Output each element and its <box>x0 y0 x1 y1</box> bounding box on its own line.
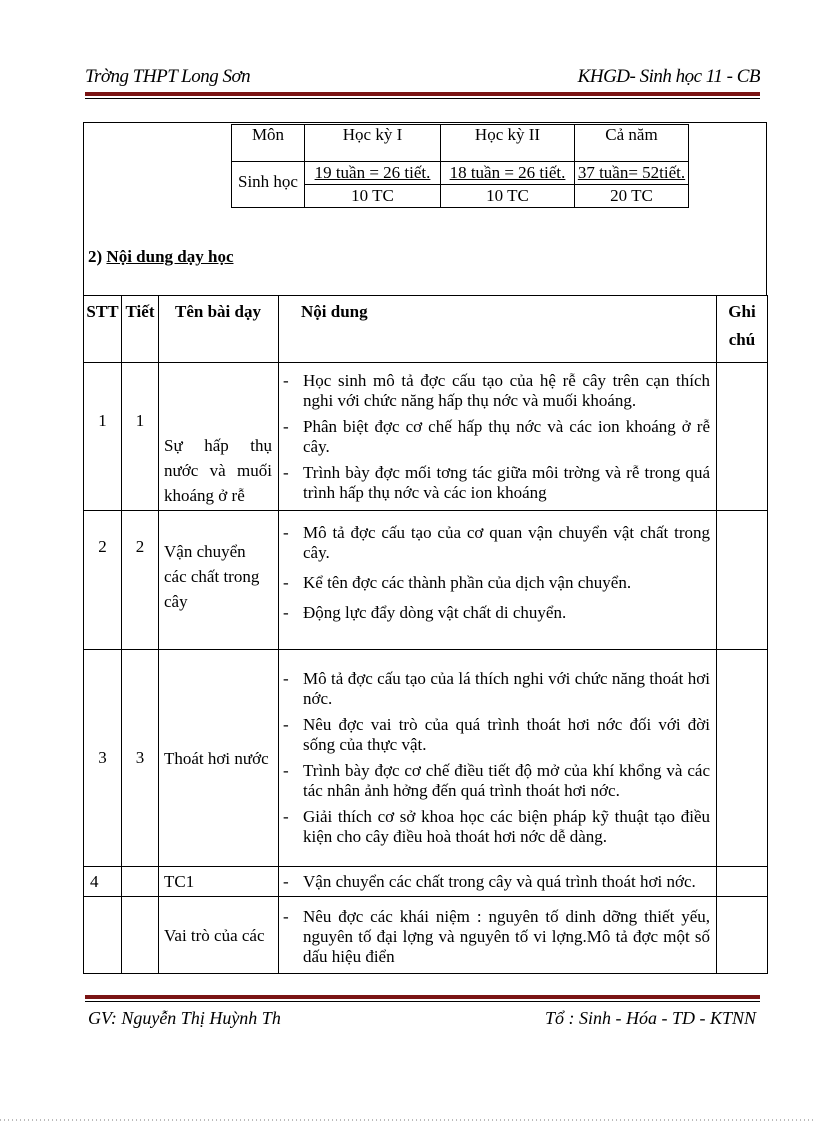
list-item: - Kể tên đợc các thành phần của dịch vận chuyển. <box>281 573 710 593</box>
summary-table <box>231 124 689 208</box>
cell-lesson: Sự hấp thụ nước và muối khoáng ở rễ <box>159 363 279 511</box>
cell-content <box>279 511 717 650</box>
cell-tiet <box>122 897 159 974</box>
summary-header-cell: Môn <box>232 125 305 162</box>
cell-tiet: 2 <box>122 511 159 650</box>
summary-cell: 18 tuần = 26 tiết. <box>441 162 575 185</box>
column-header-tiet: Tiết <box>122 296 159 363</box>
summary-cell: 19 tuần = 26 tiết. <box>305 162 441 185</box>
table-row <box>84 867 768 897</box>
header-rule <box>85 92 760 96</box>
column-header-lesson: Tên bài dạy <box>159 296 279 363</box>
summary-cell: 10 TC <box>441 185 575 208</box>
section-number: 2) <box>88 247 103 266</box>
cell-lesson: Vai trò của các <box>159 897 279 974</box>
content-list <box>279 897 716 967</box>
cell-note <box>717 650 768 867</box>
cell-tiet <box>122 867 159 897</box>
column-header-note <box>717 296 768 363</box>
list-item: - Phân biệt đợc cơ chế hấp thụ nớc và các ion khoáng ở rễ cây. <box>281 417 710 457</box>
cell-lesson: Thoát hơi nước <box>159 650 279 867</box>
content-list <box>279 371 716 503</box>
summary-cell: 37 tuần= 52tiết. <box>575 162 689 185</box>
table-row <box>84 650 768 867</box>
list-item: - Nêu đợc vai trò của quá trình thoát hơi nớc đối với đời sống của thực vật. <box>281 715 710 755</box>
list-item: - Nêu đợc các khái niệm : nguyên tố dinh dỡng thiết yếu, nguyên tố đại lợng và nguyên tố vi lợng.Mô tả đợc một số dấu hiệu điển <box>281 907 710 967</box>
footer-rule-thin <box>85 1001 760 1002</box>
footer-rule <box>85 995 760 999</box>
note-line-1: Ghi <box>728 302 756 321</box>
cell-stt: 1 <box>84 363 122 511</box>
cell-content <box>279 650 717 867</box>
cell-content <box>279 897 717 974</box>
cell-note <box>717 867 768 897</box>
cell-lesson: Vận chuyển các chất trong cây <box>159 511 279 650</box>
summary-cell: 10 TC <box>305 185 441 208</box>
cell-content <box>279 867 717 897</box>
section-title <box>88 247 234 267</box>
column-header-stt: STT <box>84 296 122 363</box>
table-row <box>84 363 768 511</box>
column-header-content: Nội dung <box>279 296 717 363</box>
content-list <box>279 669 716 847</box>
content-list <box>279 872 716 892</box>
list-item: - Mô tả đợc cấu tạo của lá thích nghi với chức năng thoát hơi nớc. <box>281 669 710 709</box>
cell-tiet: 1 <box>122 363 159 511</box>
page-header <box>85 66 760 90</box>
cell-stt: 3 <box>84 650 122 867</box>
note-line-2: chú <box>728 330 756 349</box>
cell-stt <box>84 897 122 974</box>
table-row <box>84 511 768 650</box>
page-edge-dots <box>0 1119 816 1121</box>
department-name: Tổ : Sinh - Hóa - TD - KTNN <box>544 1008 756 1028</box>
list-item: - Trình bày đợc cơ chế điều tiết độ mở của khí khổng và các tác nhân ảnh hởng đến quá trình thoát hơi nớc. <box>281 761 710 801</box>
curriculum-table <box>83 295 768 974</box>
cell-note <box>717 897 768 974</box>
document-code: KHGD- Sinh học 11 - CB <box>577 66 760 87</box>
summary-row <box>232 162 689 185</box>
school-name: Trờng THPT Long Sơn <box>85 66 251 87</box>
cell-note <box>717 511 768 650</box>
summary-header-row <box>232 125 689 162</box>
summary-header-cell: Cả năm <box>575 125 689 162</box>
teacher-name: GV: Nguyễn Thị Huỳnh Th <box>88 1008 281 1028</box>
cell-content <box>279 363 717 511</box>
list-item: - Động lực đẩy dòng vật chất di chuyển. <box>281 603 710 623</box>
cell-lesson: TC1 <box>159 867 279 897</box>
section-title-text: Nội dung dạy học <box>106 247 234 266</box>
list-item: - Mô tả đợc cấu tạo của cơ quan vận chuyển vật chất trong cây. <box>281 523 710 563</box>
table-header-row <box>84 296 768 363</box>
list-item: - Giải thích cơ sở khoa học các biện pháp kỹ thuật tạo điều kiện cho cây điều hoà thoát hơi nớc dễ dàng. <box>281 807 710 847</box>
cell-tiet: 3 <box>122 650 159 867</box>
cell-stt: 4 <box>84 867 122 897</box>
summary-header-cell: Học kỳ I <box>305 125 441 162</box>
summary-subject: Sinh học <box>232 162 305 208</box>
summary-cell: 20 TC <box>575 185 689 208</box>
header-rule-thin <box>85 98 760 99</box>
table-row <box>84 897 768 974</box>
summary-header-cell: Học kỳ II <box>441 125 575 162</box>
content-list <box>279 511 716 623</box>
list-item: - Học sinh mô tả đợc cấu tạo của hệ rễ cây trên cạn thích nghi với chức năng hấp thụ nớc và muối khoáng. <box>281 371 710 411</box>
cell-stt: 2 <box>84 511 122 650</box>
cell-note <box>717 363 768 511</box>
list-item: - Trình bày đợc mối tơng tác giữa môi trờng và rễ trong quá trình hấp thụ nớc và các ion khoáng <box>281 463 710 503</box>
list-item: - Vận chuyển các chất trong cây và quá trình thoát hơi nớc. <box>281 872 710 892</box>
